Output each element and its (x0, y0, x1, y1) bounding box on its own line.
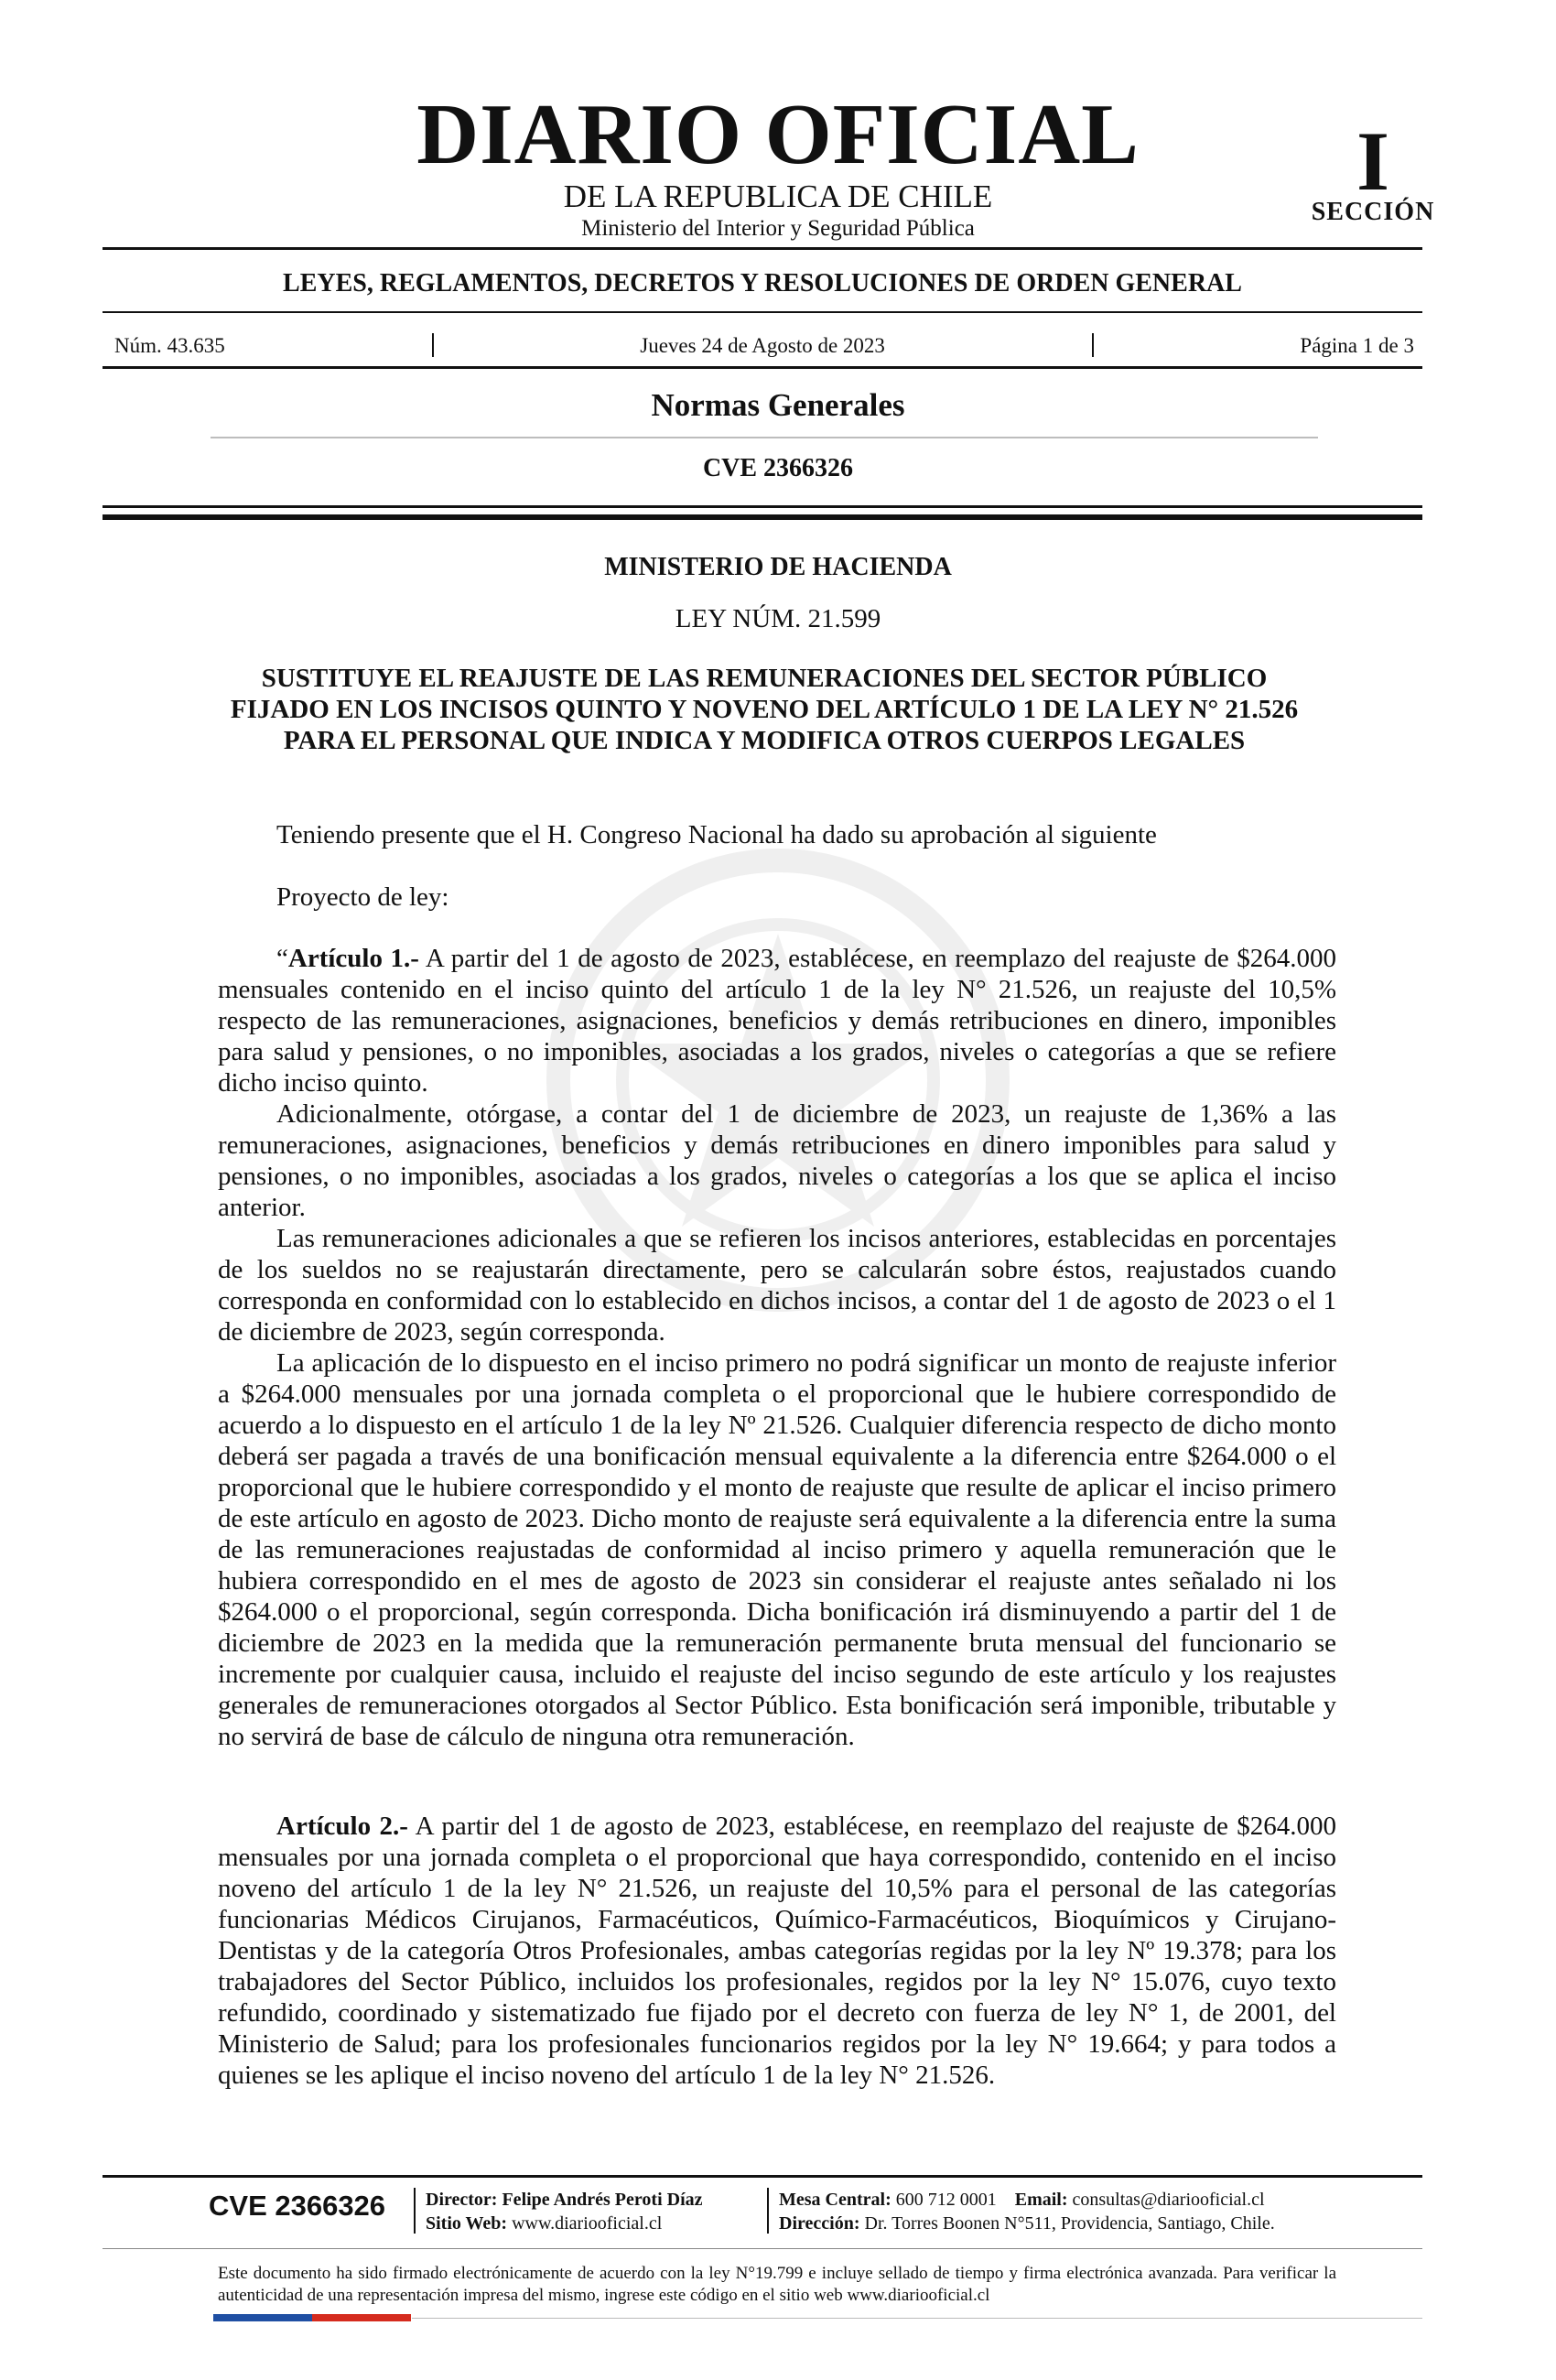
article-1-paragraph-2: Adicionalmente, otórgase, a contar del 1 de diciembre de 2023, un reajuste de 1,36% a las remuneraciones, asignaciones, beneficios y demás retribuciones en dinero imponibles para salud y pensiones, o no imponibles, asociadas a los grados, niveles o categorías a los que se aplica el inciso anterior. (218, 1099, 1336, 1222)
norms-title: Normas Generales (651, 387, 905, 423)
cve-code: CVE 2366326 (702, 454, 854, 482)
issue-separator (432, 333, 434, 357)
director-label: Director: (426, 2190, 498, 2210)
flag-stripe-blue (213, 2314, 312, 2321)
phone-number: 600 712 0001 (895, 2190, 997, 2210)
norms-divider (211, 437, 1318, 438)
footer-contact-block (779, 2188, 1275, 2235)
article-1-heading: Artículo 1.- (287, 944, 419, 973)
footer-rule-mid (103, 2248, 1422, 2249)
issue-number: Núm. 43.635 (114, 333, 225, 357)
law-number: LEY NÚM. 21.599 (675, 604, 881, 633)
cve-rule-bottom (103, 514, 1422, 520)
issue-date: Jueves 24 de Agosto de 2023 (640, 333, 885, 357)
section-label: SECCIÓN (1311, 198, 1435, 226)
newspaper-title: DIARIO OFICIAL (416, 87, 1140, 182)
project-label: Proyecto de ley: (276, 882, 449, 912)
flag-stripe (213, 2314, 411, 2321)
section-numeral: I (1356, 114, 1389, 208)
issue-line (114, 333, 1414, 357)
law-title: SUSTITUYE EL REAJUSTE DE LAS REMUNERACIONES DEL SECTOR PÚBLICO FIJADO EN LOS INCISOS QUINTO Y NOVENO DEL ARTÍCULO 1 DE LA LEY N° 21.526 PARA EL PERSONAL QUE INDICA Y MODIFICA OTROS CUERPOS LEGALES (230, 664, 1299, 755)
flag-stripe-red (312, 2314, 411, 2321)
masthead-rule (103, 247, 1422, 250)
preamble: Teniendo presente que el H. Congreso Nacional ha dado su aprobación al siguiente (276, 820, 1157, 849)
email-label: Email: (1014, 2190, 1068, 2210)
article-2-text: A partir del 1 de agosto de 2023, establécese, en reemplazo del reajuste de $264.000 mensuales por una jornada completa o el proporcional que haya correspondido, contenido en el inciso noveno del artículo 1 de la ley N° 21.526, un reajuste del 10,5% para el personal de las categorías funcionarias Médicos Cirujanos, Farmacéuticos, Químico-Farmacéuticos, Bioquímicos y Cirujano-Dentistas y de la categoría Otros Profesionales, ambas categorías regidas por la ley Nº 19.378; para los trabajadores del Sector Público, incluidos los profesionales, regidos por la ley N° 15.076, cuyo texto refundido, coordinado y sistematizado fue fijado por el decreto con fuerza de ley N° 1, de 2001, del Ministerio de Salud; para los profesionales funcionarios regidos por la ley N° 19.664; y para todos a quienes se les aplique el inciso noveno del artículo 1 de la ley N° 21.526. (218, 1812, 1336, 2090)
ministry-heading: MINISTERIO DE HACIENDA (604, 553, 952, 581)
header-band: LEYES, REGLAMENTOS, DECRETOS Y RESOLUCIONES DE ORDEN GENERAL (283, 269, 1242, 298)
issue-separator (1092, 333, 1094, 357)
footer-director-block (426, 2188, 703, 2235)
address-label: Dirección: (779, 2213, 860, 2234)
cve-rule-top (103, 505, 1422, 508)
legal-notice: Este documento ha sido firmado electrónicamente de acuerdo con la ley N°19.799 e incluye sellado de tiempo y firma electrónica avanzada. Para verificar la autenticidad de una representación impresa del mismo, ingrese este código en el sitio web www.diariooficial.cl (218, 2264, 1336, 2305)
newspaper-ministry: Ministerio del Interior y Seguridad Pública (581, 216, 975, 241)
footer-rule-top (103, 2175, 1422, 2178)
website-label: Sitio Web: (426, 2213, 508, 2234)
article-1 (218, 943, 1336, 1752)
article-2-heading: Artículo 2.- (276, 1812, 408, 1841)
article-2 (218, 1811, 1336, 2091)
footer-cve-code: CVE 2366326 (209, 2190, 386, 2222)
header-band-rule (103, 311, 1422, 313)
open-quote: “ (276, 944, 288, 973)
email-link[interactable]: consultas@diariooficial.cl (1072, 2190, 1265, 2210)
footer-separator (414, 2188, 416, 2234)
article-2-paragraph-1 (218, 1811, 1336, 2091)
phone-label: Mesa Central: (779, 2190, 891, 2210)
footer-rule-bottom (412, 2318, 1422, 2319)
issue-rule (103, 366, 1422, 369)
footer-separator (767, 2188, 769, 2234)
article-1-paragraph-4: La aplicación de lo dispuesto en el inciso primero no podrá significar un monto de reajuste inferior a $264.000 mensuales por una jornada completa o el proporcional que le hubiere correspondido de acuerdo a lo dispuesto en el artículo 1 de la ley Nº 21.526. Cualquier diferencia respecto de dicho monto deberá ser pagada a través de una bonificación mensual equivalente a la diferencia entre $264.000 o el proporcional que le hubiere correspondido y el monto de reajuste que resulte de aplicar el inciso primero de este artículo en agosto de 2023. Dicho monto de reajuste será equivalente a la diferencia entre la suma de las remuneraciones reajustadas de conformidad al inciso primero y aquella remuneración que le hubiera correspondido en el mes de agosto de 2023 sin considerar el reajuste antes señalado ni los $264.000 o el proporcional, según corresponda. Dicha bonificación irá disminuyendo a partir del 1 de diciembre de 2023 en la medida que la remuneración permanente bruta mensual del funcionario se incremente por cualquier causa, incluido el reajuste del inciso segundo de este artículo y los reajustes generales de remuneraciones otorgados al Sector Público. Esta bonificación será imponible, tributable y no servirá de base de cálculo de ninguna otra remuneración. (218, 1348, 1336, 1751)
article-1-paragraph-3: Las remuneraciones adicionales a que se refieren los incisos anteriores, establecidas en porcentajes de los sueldos no se reajustarán directamente, pero se calcularán sobre éstos, reajustados cuando corresponda en conformidad con lo establecido en dichos incisos, a contar del 1 de agosto de 2023 o el 1 de diciembre de 2023, según corresponda. (218, 1224, 1336, 1347)
director-name: Felipe Andrés Peroti Díaz (502, 2190, 703, 2210)
address-text: Dr. Torres Boonen N°511, Providencia, Santiago, Chile. (864, 2213, 1275, 2234)
newspaper-subtitle: DE LA REPUBLICA DE CHILE (563, 178, 993, 214)
issue-page: Página 1 de 3 (1300, 333, 1414, 357)
website-link[interactable]: www.diariooficial.cl (512, 2213, 663, 2234)
article-1-text: A partir del 1 de agosto de 2023, establécese, en reemplazo del reajuste de $264.000 mensuales contenido en el inciso quinto del artículo 1 de la ley N° 21.526, un reajuste del 10,5% respecto de las remuneraciones, asignaciones, beneficios y demás retribuciones en dinero, imponibles para salud y pensiones, o no imponibles, asociadas a los grados, niveles o categorías a que se refiere dicho inciso quinto. (218, 944, 1336, 1098)
article-1-paragraph-1 (218, 943, 1336, 1098)
